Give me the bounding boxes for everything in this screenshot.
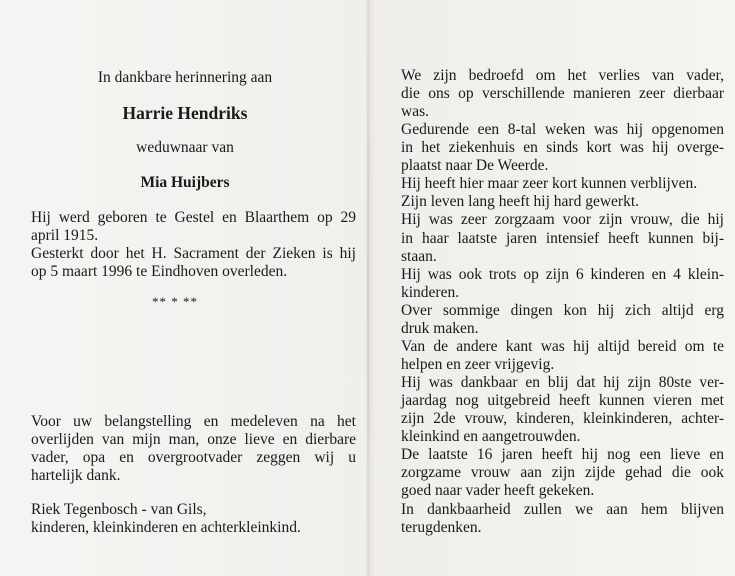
memorial-line: zijn 2de vrouw, kinderen, kleinkinderen, achter- bbox=[401, 409, 724, 427]
memorial-line: in het ziekenhuis en sinds kort was hij overge- bbox=[401, 139, 724, 157]
bio-line: Hij werd geboren te Gestel en Blaarthem op 29 bbox=[31, 209, 356, 226]
spouse-name: Mia Huijbers bbox=[140, 174, 230, 191]
memorial-line: kleinkind en aangetrouwden. bbox=[401, 428, 581, 445]
thanks-line: overlijden van mijn man, onze lieve en dierbare bbox=[31, 431, 356, 448]
memorial-line: Over sommige dingen kon hij zich altijd erg bbox=[401, 301, 724, 319]
memorial-line: staan. bbox=[401, 247, 437, 265]
status-text: weduwnaar van bbox=[136, 139, 234, 156]
memorial-line: die ons op verschillende manieren zeer dierbaar bbox=[401, 85, 724, 102]
memorial-line: goed naar vader heeft gekeken. bbox=[401, 482, 595, 500]
thanks-line: Voor uw belangstelling en medeleven na het bbox=[31, 413, 356, 430]
memorial-line: De laatste 16 jaren heeft hij nog een lieve en bbox=[401, 446, 724, 464]
memorial-line: Hij was zeer zorgzaam voor zijn vrouw, die hij bbox=[401, 211, 724, 229]
memorial-line: kinderen. bbox=[401, 283, 460, 301]
signature-line: Riek Tegenbosch - van Gils, bbox=[31, 501, 207, 518]
memorial-line: We zijn bedroefd om het verlies van vader, bbox=[401, 67, 724, 84]
memorial-line: in haar laatste jaren intensief heeft kunnen bij- bbox=[401, 229, 724, 247]
closing-line: In dankbaarheid zullen we aan hem blijven bbox=[401, 501, 724, 518]
memorial-line: Hij was dankbaar en blij dat hij zijn 80ste ver- bbox=[401, 373, 724, 391]
thanks-line: vader, opa en overgrootvader zeggen wij u bbox=[31, 449, 356, 466]
memorial-line: jaardag nog uitgebreid heeft kunnen vieren met bbox=[401, 391, 724, 409]
memorial-line: Van de andere kant was hij altijd bereid om te bbox=[401, 337, 724, 355]
memorial-line: druk maken. bbox=[401, 319, 479, 337]
memorial-line: helpen en zeer vrijgevig. bbox=[401, 355, 555, 373]
memorial-line: Hij was ook trots op zijn 6 kinderen en 4 klein- bbox=[401, 265, 724, 283]
separator-stars: ** * ** bbox=[152, 294, 198, 309]
memorial-line: Zijn leven lang heeft hij hard gewerkt. bbox=[401, 193, 640, 211]
memorial-line: Hij heeft hier maar zeer kort kunnen verblijven. bbox=[401, 175, 698, 193]
bio-line: op 5 maart 1996 te Eindhoven overleden. bbox=[31, 263, 288, 280]
bio-line: Gesterkt door het H. Sacrament der Zieken is hij bbox=[31, 245, 356, 262]
thanks-line: hartelijk dank. bbox=[31, 467, 121, 484]
memorial-line: Gedurende een 8-tal weken was hij opgenomen bbox=[401, 121, 724, 139]
deceased-name: Harrie Hendriks bbox=[122, 103, 248, 123]
bio-line: april 1915. bbox=[31, 227, 99, 244]
memorial-line: was. bbox=[401, 103, 429, 121]
signature-line: kinderen, kleinkinderen en achterkleinkind. bbox=[31, 519, 301, 536]
left-panel bbox=[0, 0, 367, 576]
memorial-line: plaatst naar De Weerde. bbox=[401, 157, 549, 175]
intro-text: In dankbare herinnering aan bbox=[97, 69, 273, 86]
right-panel bbox=[369, 0, 735, 576]
closing-line: terugdenken. bbox=[401, 519, 482, 536]
memorial-line: zorgzame vrouw aan zijn zijde gehad die ook bbox=[401, 464, 724, 482]
